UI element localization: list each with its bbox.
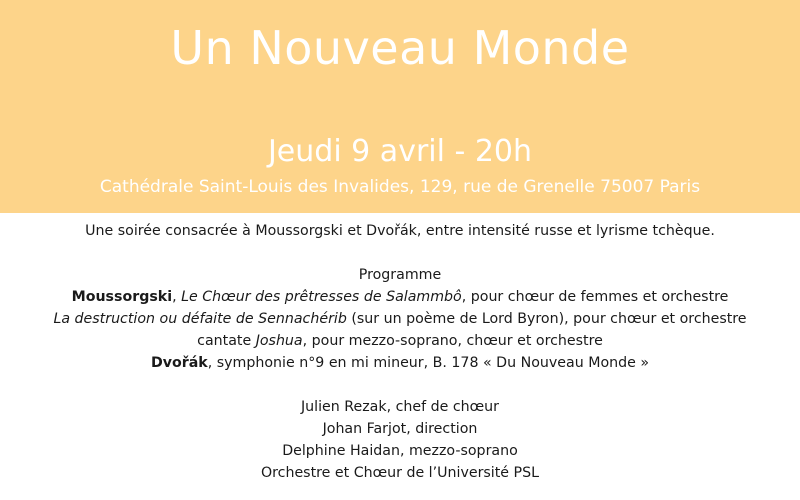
work-details: , symphonie n°9 en mi mineur, B. 178 « Du Nouveau Monde » [207, 355, 650, 371]
programme-item-1 [0, 286, 800, 308]
programme-heading: Programme [358, 267, 442, 283]
event-datetime: Jeudi 9 avril - 20h [267, 134, 533, 169]
event-description [0, 220, 800, 484]
work-details: , pour mezzo-soprano, chœur et orchestre [302, 333, 603, 349]
work-details: , pour chœur de femmes et orchestre [461, 289, 729, 305]
composer-name: Moussorgski [71, 289, 173, 305]
performer-item: Delphine Haidan, mezzo-soprano [282, 443, 518, 459]
event-title: Un Nouveau Monde [170, 21, 630, 75]
programme-item-3 [0, 330, 800, 352]
performer-item: Johan Farjot, direction [322, 421, 478, 437]
separator: , [172, 289, 182, 305]
work-title: Joshua [255, 333, 303, 349]
event-banner [0, 0, 800, 213]
programme-item-4 [0, 352, 800, 374]
performer-item: Orchestre et Chœur de l’Université PSL [260, 465, 540, 481]
programme-item-2 [0, 308, 800, 330]
event-venue: Cathédrale Saint-Louis des Invalides, 129, rue de Grenelle 75007 Paris [99, 177, 701, 197]
work-prefix: cantate [197, 333, 256, 349]
work-title: Le Chœur des prêtresses de Salammbô [181, 289, 462, 305]
performer-item: Julien Rezak, chef de chœur [300, 399, 499, 415]
spacer [0, 374, 800, 396]
composer-name: Dvořák [150, 355, 208, 371]
work-title: La destruction ou défaite de Sennachérib [53, 311, 347, 327]
spacer [0, 242, 800, 264]
work-details: (sur un poème de Lord Byron), pour chœur et orchestre [346, 311, 747, 327]
intro-text: Une soirée consacrée à Moussorgski et Dvořák, entre intensité russe et lyrisme tchèque. [85, 223, 715, 239]
